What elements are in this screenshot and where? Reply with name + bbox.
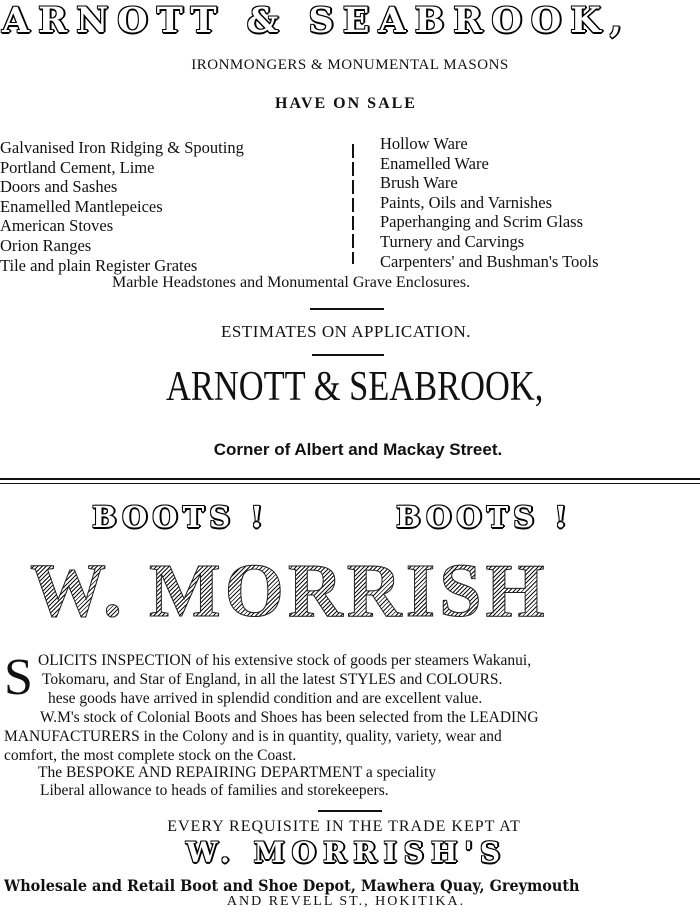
arnott-seabrook-address: Corner of Albert and Mackay Street. bbox=[213, 440, 503, 459]
list-item: Galvanised Iron Ridging & Spouting bbox=[0, 138, 244, 157]
body-line: The BESPOKE AND REPAIRING DEPARTMENT a speciality bbox=[38, 764, 437, 781]
section-separator bbox=[0, 478, 700, 484]
body-line: OLICITS INSPECTION of his extensive stock of goods per steamers Wakanui, bbox=[38, 652, 532, 669]
body-line: hese goods have arrived in splendid condition and are excellent value. bbox=[48, 690, 483, 707]
short-rule bbox=[312, 354, 384, 356]
drop-cap-s: S bbox=[4, 649, 33, 706]
have-on-sale-heading: HAVE ON SALE bbox=[275, 95, 417, 112]
list-item: Tile and plain Register Grates bbox=[0, 255, 198, 275]
body-line: W.M's stock of Colonial Boots and Shoes has been selected from the LEADING bbox=[40, 709, 539, 726]
every-requisite-line: EVERY REQUISITE IN THE TRADE KEPT AT bbox=[167, 818, 521, 835]
list-item: Orion Ranges bbox=[0, 235, 92, 255]
list-item: American Stoves bbox=[0, 216, 114, 236]
body-line: Liberal allowance to heads of families and storekeepers. bbox=[40, 782, 389, 799]
left-goods-list bbox=[0, 138, 244, 275]
depot-address-line: Wholesale and Retail Boot and Shoe Depot, Mawhera Quay, Greymouth bbox=[4, 876, 580, 895]
marble-headstones-line: Marble Headstones and Monumental Grave Enclosures. bbox=[112, 274, 471, 291]
list-item: Enamelled Mantlepeices bbox=[0, 196, 163, 216]
arnott-seabrook-name: ARNOTT & SEABROOK, bbox=[166, 364, 544, 410]
right-goods-list bbox=[380, 134, 599, 271]
list-item: Turnery and Carvings bbox=[380, 231, 525, 251]
list-item: Hollow Ware bbox=[380, 134, 468, 153]
w-morrishs-heading: W. MORRISH'S bbox=[186, 836, 508, 869]
list-item: Enamelled Ware bbox=[380, 153, 489, 173]
body-line: Tokomaru, and Star of England, in all the latest STYLES and COLOURS. bbox=[42, 671, 503, 688]
column-divider bbox=[352, 144, 354, 264]
boots-left-heading: BOOTS ! bbox=[92, 500, 268, 534]
list-item: Brush Ware bbox=[380, 173, 458, 193]
revell-street-line: AND REVELL ST., HOKITIKA. bbox=[226, 894, 466, 909]
list-item: Paperhanging and Scrim Glass bbox=[380, 212, 584, 232]
w-morrish-banner: W. MORRISH bbox=[30, 549, 549, 633]
list-item: Portland Cement, Lime bbox=[0, 157, 155, 177]
estimates-line: ESTIMATES ON APPLICATION. bbox=[220, 322, 472, 341]
list-item: Paints, Oils and Varnishes bbox=[380, 192, 553, 212]
short-rule bbox=[318, 810, 382, 812]
list-item: Doors and Sashes bbox=[0, 177, 118, 197]
arnott-seabrook-headline: ARNOTT & SEABROOK, bbox=[2, 0, 631, 41]
boots-right-heading: BOOTS ! bbox=[396, 500, 572, 534]
body-line: MANUFACTURERS in the Colony and is in quantity, quality, variety, wear and bbox=[4, 728, 502, 745]
short-rule bbox=[310, 308, 384, 310]
body-line: comfort, the most complete stock on the Coast. bbox=[4, 747, 297, 764]
list-item: Carpenters' and Bushman's Tools bbox=[380, 251, 599, 271]
trade-description: IRONMONGERS & MONUMENTAL MASONS bbox=[191, 57, 509, 73]
